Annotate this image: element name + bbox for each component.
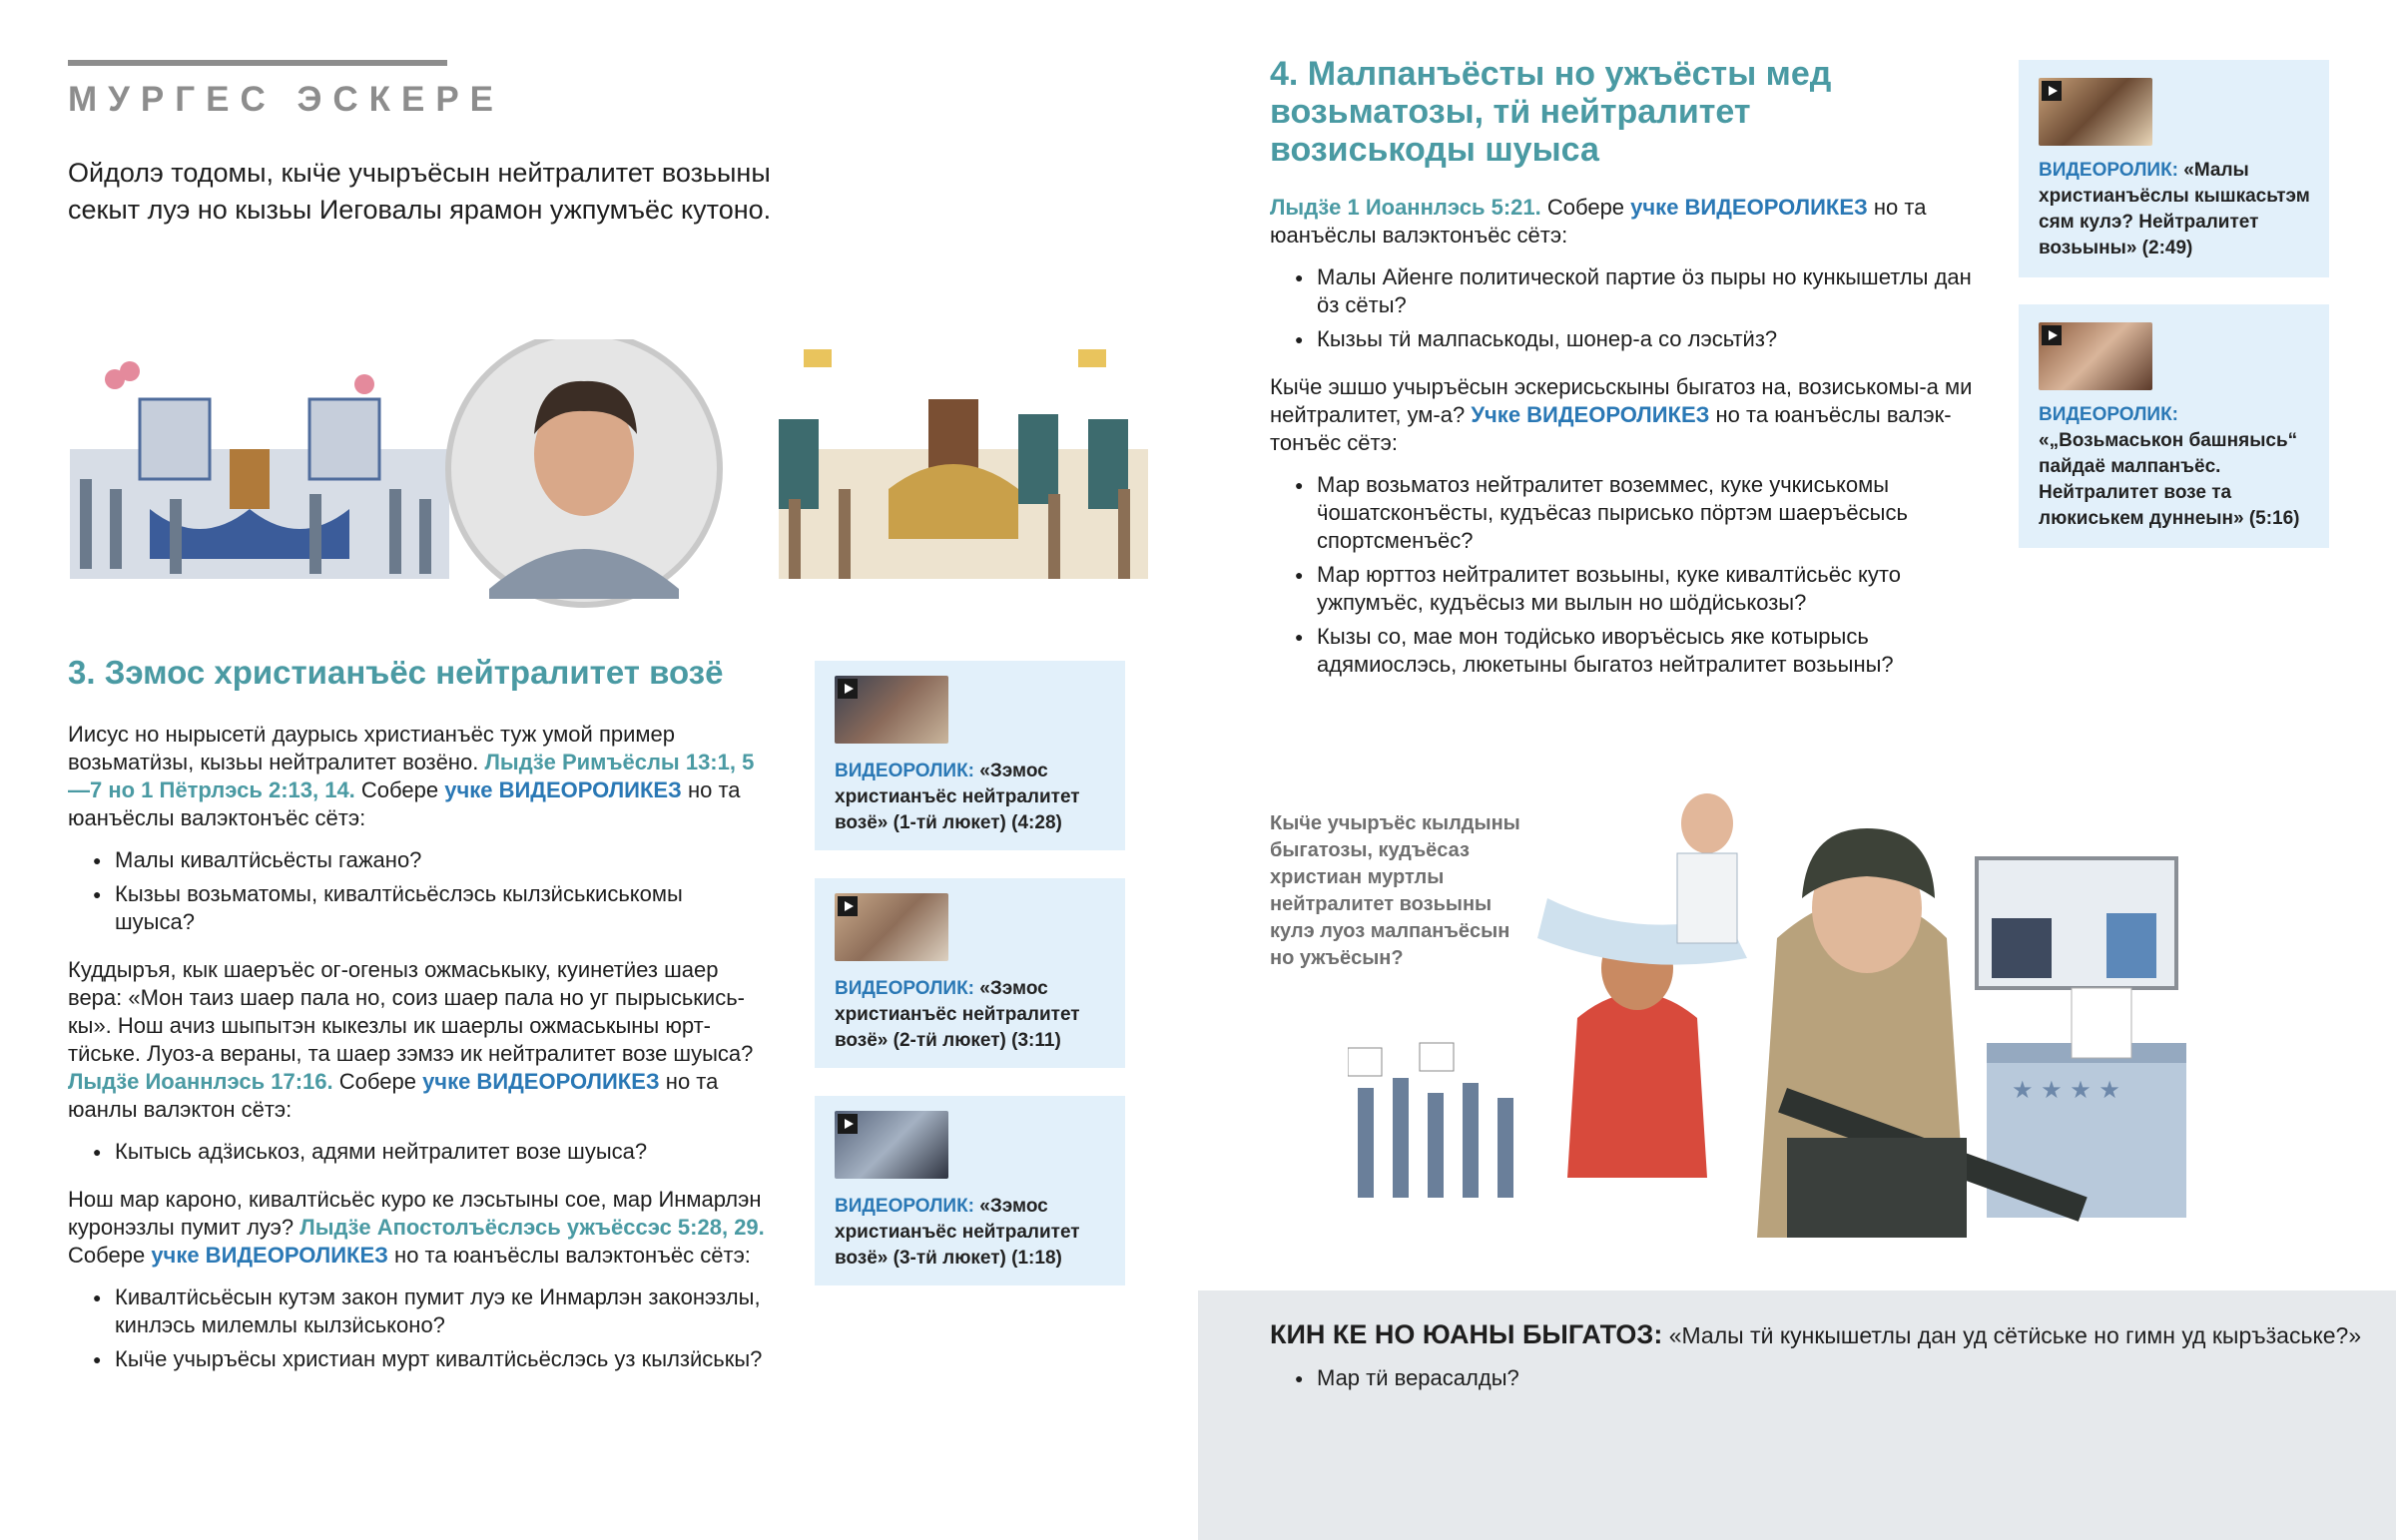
s4-p2-text: Кыӵе эшшо учыръёсын эскерисьскыны быгатоз на, возиськомы-а ми нейтралитет, ум-а? [1270, 374, 1973, 427]
section4-body [1270, 194, 1979, 685]
video-title: «Зэмос христианъёс нейтралитет возё» (2-тӥ люкет) (3:11) [835, 978, 1080, 1051]
section4-bullets-2 [1270, 471, 1979, 679]
protest-group [1348, 1043, 1513, 1198]
video-thumbnail[interactable] [835, 1111, 948, 1179]
list-item: ● Кыӵе учыръёсы христиан мурт кивалтӥсьёслэсь уз кылзӥськы? [68, 1345, 767, 1373]
section4-heading-line-2: возьматозы, тӥ нейтралитет [1270, 93, 1751, 131]
video-label: ВИДЕОРОЛИК: [2039, 160, 2179, 181]
others-say-panel [1198, 1290, 2396, 1540]
list-item: ● Малы кивалтӥсьёсты гажано? [68, 846, 767, 874]
election-illustration [60, 339, 1158, 619]
video-label: ВИДЕОРОЛИК: [835, 1196, 975, 1217]
p3-tail-b: но та юанъёслы валэктонъёс сётэ: [394, 1243, 751, 1268]
list-item: ● Кивалтӥсьёсын кутэм закон пумит луэ ке Инмарлэн законэзлы, кинлэсь милемлы кылзӥськоно? [68, 1283, 767, 1339]
play-icon[interactable] [838, 1114, 858, 1134]
scripture-ref-acts[interactable]: Лыдӟе Апостолъёслэсь ужъёссэс 5:28, 29. [300, 1215, 765, 1240]
video-caption [2039, 402, 2323, 532]
section4-paragraph-1 [1270, 194, 1979, 250]
rally-scene-left [70, 361, 449, 579]
section3-paragraph-1 [68, 721, 767, 832]
list-item: ● Мар возьматоз нейтралитет воземмес, куке учкиськомы ӵошатсконъёсты, кудъёсаз пырисько пӧртэм шаеръёсысь спортсменъёс? [1270, 471, 1979, 555]
play-icon[interactable] [838, 679, 858, 699]
p1-tail-b: но та юанъёслы валэктонъёс сётэ: [68, 777, 741, 830]
others-say-line [1270, 1318, 2378, 1351]
video-thumbnail[interactable] [835, 893, 948, 961]
list-item: ● Малы Айенге политической партие ӧз пыры но кункышетлы дан ӧз сёты? [1270, 263, 1979, 319]
illustration-caption: Кыӵе учыръёс кылдыны быгатозы, кудъёсаз христиан муртлы нейтралитет возьыны кулэ луоз малпанъёсын но ужъёсын? [1270, 812, 1520, 969]
s4-p2-tail: но та юанъёслы валэк-тонъёс сётэ: [1270, 402, 1952, 455]
video-thumbnail[interactable] [835, 676, 948, 744]
play-icon[interactable] [838, 896, 858, 916]
video-thumbnail[interactable] [2039, 78, 2152, 146]
section3-body [68, 721, 767, 1379]
p2-tail-b: но та юанлы валэктон сётэ: [68, 1069, 719, 1122]
play-icon[interactable] [2042, 81, 2062, 101]
scripture-ref-john[interactable]: Лыдӟе Иоаннлэсь 17:16. [68, 1069, 333, 1094]
video-link-5[interactable]: Учке ВИДЕОРОЛИКЕЗ [1471, 402, 1710, 427]
section3-heading: 3. Зэмос христианъёс нейтралитет возё [68, 654, 724, 691]
section3-paragraph-3 [68, 1186, 767, 1270]
video-title: «Зэмос христианъёс нейтралитет возё» (3-тӥ люкет) (1:18) [835, 1196, 1080, 1269]
section3-bullets-3 [68, 1283, 767, 1373]
video-card-3[interactable] [815, 1096, 1125, 1285]
section4-heading-line-3: возиськоды шуыса [1270, 131, 1599, 169]
header-rule [68, 60, 447, 66]
list-item: ● Кытысь адӟиськоз, адями нейтралитет возе шуыса? [68, 1138, 767, 1166]
rally-scene-right [779, 349, 1148, 579]
list-item: ● Мар тӥ верасалды? [1270, 1364, 2268, 1392]
play-icon[interactable] [2042, 325, 2062, 345]
video-link-2[interactable]: учке ВИДЕОРОЛИКЕЗ [422, 1069, 660, 1094]
svg-text:★ ★ ★ ★: ★ ★ ★ ★ [2012, 1076, 2120, 1104]
p2-tail-a: Собере [338, 1069, 416, 1094]
list-item: ● Мар юрттоз нейтралитет возьыны, куке кивалтӥсьёс куто ужпумъёс, кудъёсыз ми вылын но шӧдӥськозы? [1270, 561, 1979, 617]
video-card-4[interactable] [2019, 60, 2329, 277]
list-item: ● Кызьы тӥ малпаськоды, шонер-а со лэсьтӥз? [1270, 325, 1979, 353]
section4-heading-line-1: 4. Малпанъёсты но ужъёсты мед [1270, 55, 1832, 93]
p1-text: Иисус но нырысетӥ даурысь христианъёс туж умой пример возьматӥзы, кызьы нейтралитет возёно. [68, 722, 675, 774]
list-item: ● Кызы со, мае мон тодӥсько иворъёсысь яке котырысь адямиослэсь, люкетыны быгатоз нейтралитет возьыны? [1270, 623, 1979, 679]
others-say-label: КИН КЕ НО ЮАНЫ БЫГАТОЗ: [1270, 1319, 1663, 1349]
video-label: ВИДЕОРОЛИК: [835, 978, 975, 999]
section3-paragraph-2 [68, 956, 767, 1124]
youth-figure [1677, 793, 1737, 943]
scripture-ref-romans[interactable]: Лыдӟе Римъёслы 13:1, 5—7 но 1 Пётрлэсь 2:13, 14. [68, 750, 755, 802]
video-card-2[interactable] [815, 878, 1125, 1068]
person-portrait [448, 339, 720, 605]
section4-bullets-1 [1270, 263, 1979, 353]
video-label: ВИДЕОРОЛИК: [2039, 404, 2179, 425]
tv-screen [1977, 858, 2176, 988]
p2-text: Куддыръя, кык шаеръёс ог-огеныз ожмаськыку, куинетӥез шаер вера: «Мон таиз шаер пала но, соиз шаер пала но уг пырыськись-кы». Нош ачиз шыпытэн кыкезлы ик шаерлы ожмаськыны юрт-тӥське. Луоз-а вераны, та шаер зэмзэ ик нейтралитет возе шуыса? [68, 957, 754, 1066]
video-link-4[interactable]: учке ВИДЕОРОЛИКЕЗ [1630, 195, 1868, 220]
video-caption [835, 1194, 1114, 1272]
video-card-1[interactable] [815, 661, 1125, 850]
s4-p1-tail-b: но та юанъёслы валэктонъёс сётэ: [1270, 195, 1927, 248]
video-card-5[interactable] [2019, 304, 2329, 548]
p1-tail-a: Собере [360, 777, 439, 802]
video-thumbnail[interactable] [2039, 322, 2152, 390]
p3-text: Нош мар кароно, кивалтӥсьёс куро ке лэсьтыны сое, мар Инмарлэн куронэзлы пумит луэ? [68, 1187, 762, 1240]
video-title: «„Возьмаськон башняысь“ пайдаё малпанъёс. Нейтралитет возе та люкиськем дуннеын» (5:16) [2039, 430, 2300, 529]
video-link-1[interactable]: учке ВИДЕОРОЛИКЕЗ [444, 777, 682, 802]
video-label: ВИДЕОРОЛИК: [835, 761, 975, 781]
section4-heading [1270, 55, 1969, 169]
section4-paragraph-2 [1270, 373, 1979, 457]
section3-bullets-2 [68, 1138, 767, 1166]
s4-p1-tail-a: Собере [1546, 195, 1625, 220]
video-link-3[interactable]: учке ВИДЕОРОЛИКЕЗ [151, 1243, 388, 1268]
section-title: МУРГЕС ЭСКЕРЕ [68, 80, 505, 119]
intro-text: Ойдолэ тодомы, кыӵе учыръёсын нейтралитет возьыны секыт луэ но кызьы Иеговалы ярамон ужпумъёс кутоно. [68, 158, 772, 225]
video-caption [2039, 158, 2323, 261]
neutrality-illustration [1348, 759, 2246, 1287]
scripture-ref-1john[interactable]: Лыдӟе 1 Иоаннлэсь 5:21. [1270, 195, 1541, 220]
section3-bullets-1 [68, 846, 767, 936]
others-say-bullets [1270, 1364, 2268, 1398]
video-caption [835, 759, 1114, 836]
others-say-question: «Малы тӥ кункышетлы дан уд сётӥське но гимн уд кыръӟаське?» [1668, 1322, 2362, 1348]
video-title: «Зэмос христианъёс нейтралитет возё» (1-тӥ люкет) (4:28) [835, 761, 1080, 833]
list-item: ● Кызьы возьматомы, кивалтӥсьёслэсь кылзӥськиськомы шуыса? [68, 880, 767, 936]
p3-tail-a: Собере [68, 1243, 146, 1268]
video-caption [835, 976, 1114, 1054]
video-title: «Малы христианъёслы кышкасьтэм сям кулэ? Нейтралитет возьыны» (2:49) [2039, 160, 2310, 258]
